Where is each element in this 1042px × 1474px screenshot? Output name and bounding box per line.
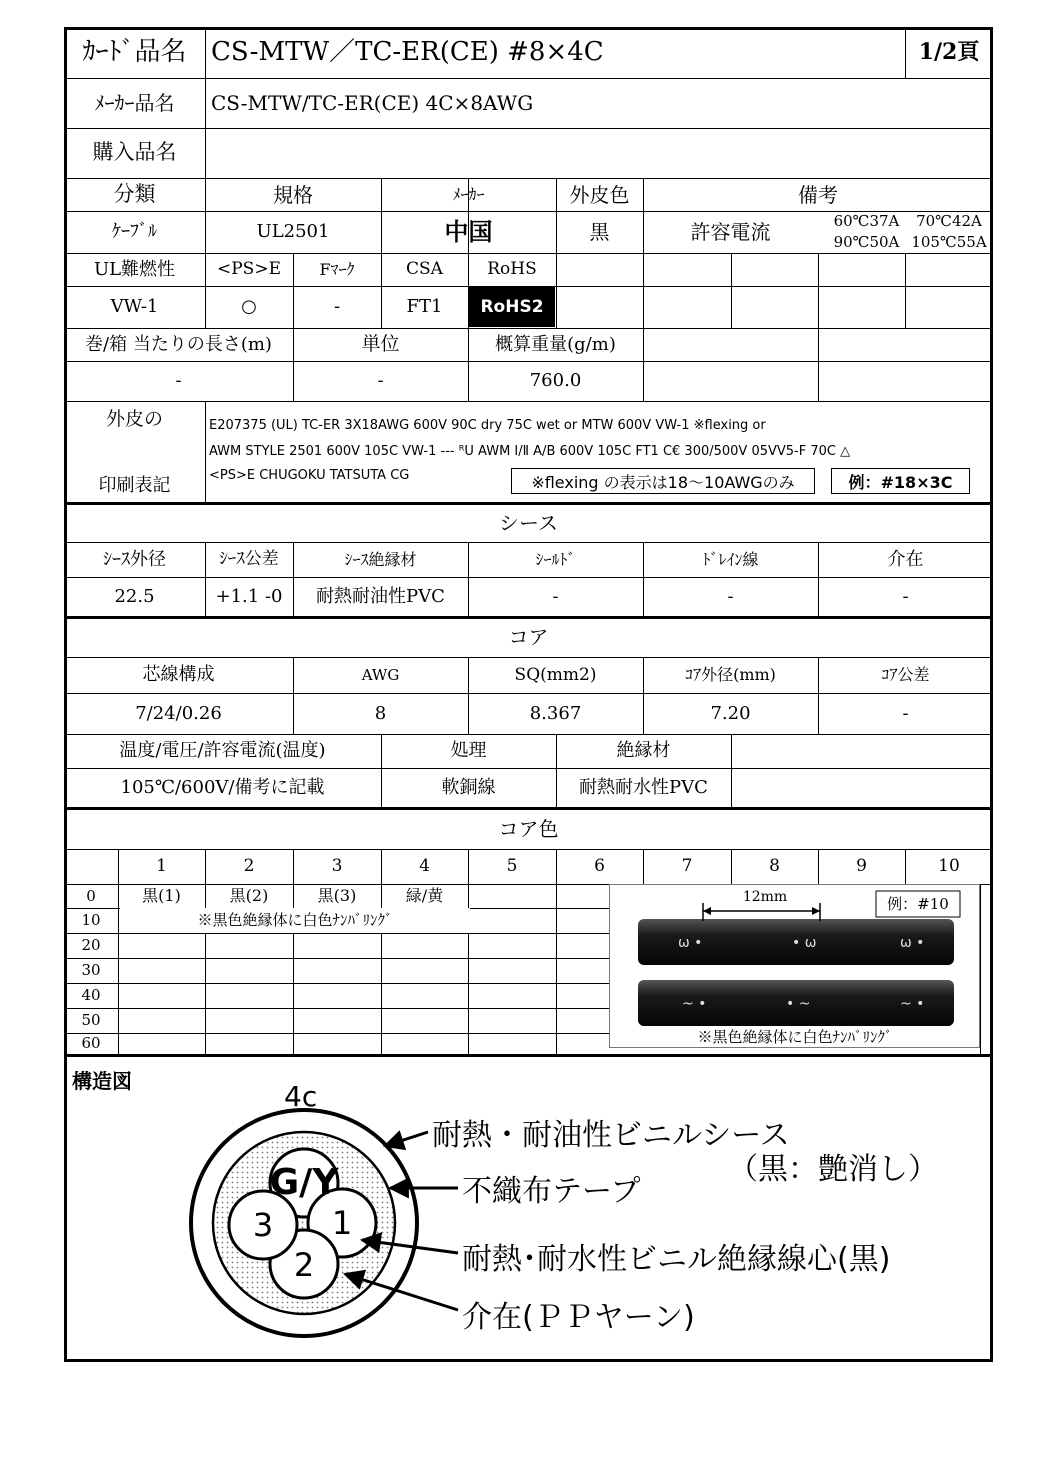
core-rating-value: 105℃/600V/備考に記載 <box>120 776 325 798</box>
label-sheath: 耐熱・耐油性ビニルシース <box>432 1118 790 1153</box>
flame-header-rohs: RoHS <box>487 259 537 280</box>
spec-remarks-label: 許容電流 <box>690 220 771 244</box>
label-sheath-sub: （黒：艶消し） <box>728 1152 938 1187</box>
length-weight-value: 760.0 <box>529 370 582 392</box>
flame-header-pse: <PS>E <box>217 259 281 280</box>
color-col-9: 9 <box>856 856 867 877</box>
sheath-od-value: 22.5 <box>114 585 155 607</box>
core-strand-value: 7/24/0.26 <box>135 702 222 724</box>
print-label-bottom: 印刷表記 <box>98 475 171 497</box>
current-90c: 90℃50A <box>833 233 900 252</box>
color-row-50: 50 <box>81 1011 101 1030</box>
purchase-name-label: 購入品名 <box>92 140 177 165</box>
color-col-6: 6 <box>594 856 605 877</box>
page-number: 1/2頁 <box>918 39 980 66</box>
core-od-value: 7.20 <box>710 702 751 724</box>
core-header-treatment: 処理 <box>450 740 487 762</box>
rohs-badge: RoHS2 <box>469 287 555 327</box>
core-sample-photo <box>609 884 980 1048</box>
current-105c: 105℃55A <box>911 233 987 252</box>
color-col-8: 8 <box>769 856 780 877</box>
spec-header-standard: 規格 <box>273 182 313 207</box>
spec-header-classification: 分類 <box>113 181 156 206</box>
core-color-3: 黒(3) <box>317 886 357 906</box>
color-row-0: 0 <box>86 886 96 905</box>
core-color-4: 緑/黄 <box>405 886 444 906</box>
maker-name-value: CS-MTW/TC-ER(CE) 4C×8AWG <box>211 91 534 115</box>
svg-text:ω •: ω • <box>678 935 703 951</box>
current-60c: 60℃37A <box>833 212 900 231</box>
sheath-header-filler: 介在 <box>887 548 924 570</box>
core-color-title: コア色 <box>498 816 559 841</box>
color-col-2: 2 <box>243 856 255 877</box>
sheath-drain-value: - <box>727 585 734 607</box>
flexing-note: ※flexing の表示は18～10AWGのみ <box>511 468 815 494</box>
length-header-unit: 単位 <box>361 333 400 356</box>
flame-ul-value: VW-1 <box>110 296 159 318</box>
current-70c: 70℃42A <box>916 212 982 231</box>
sheath-header-shield: ｼｰﾙﾄﾞ <box>535 549 576 569</box>
core-header-awg: AWG <box>361 665 400 684</box>
core-header-tolerance: ｺｱ公差 <box>881 665 930 685</box>
core-color-1: 黒(1) <box>142 886 181 906</box>
label-core-1: 1 <box>331 1204 353 1243</box>
color-col-4: 4 <box>419 856 430 877</box>
color-col-7: 7 <box>681 856 693 877</box>
sheath-header-insulation: ｼｰｽ絶縁材 <box>344 549 417 569</box>
sheath-header-tolerance: ｼｰｽ公差 <box>219 549 279 570</box>
spec-jacket-color: 黒 <box>589 220 610 244</box>
sheath-header-drain: ﾄﾞﾚｲﾝ線 <box>702 549 759 569</box>
sheath-title: シース <box>499 510 558 535</box>
photo-example: 例：#10 <box>887 894 949 913</box>
flame-csa-value: FT1 <box>406 296 443 318</box>
spec-header-maker: ﾒｰｶｰ <box>452 184 485 204</box>
sheath-shield-value: - <box>552 585 559 607</box>
spec-header-remarks: 備考 <box>798 182 838 207</box>
color-col-1: 1 <box>156 856 167 877</box>
color-row-40: 40 <box>81 986 101 1005</box>
flame-header-csa: CSA <box>406 259 443 280</box>
print-line-1: E207375 (UL) TC-ER 3X18AWG 600V 90C dry 75C wet or MTW 600V VW-1 ※flexing or <box>209 418 766 433</box>
label-core-3: 3 <box>252 1206 274 1245</box>
color-row-30: 30 <box>81 961 101 980</box>
color-col-3: 3 <box>331 856 343 877</box>
label-tape: 不織布テープ <box>462 1174 641 1209</box>
svg-text:ω •: ω • <box>900 935 925 951</box>
core-header-strand: 芯線構成 <box>142 664 215 686</box>
core-header-od: ｺｱ外径(mm) <box>685 665 776 685</box>
sheath-insulation-value: 耐熱耐油性PVC <box>316 585 445 607</box>
structure-title: 構造図 <box>72 1069 132 1093</box>
svg-text:• ω: • ω <box>792 935 817 951</box>
color-col-5: 5 <box>506 856 518 877</box>
label-filler: 介在(ＰＰヤーン) <box>462 1300 695 1335</box>
flame-fmark-value: - <box>333 296 341 318</box>
length-header-weight: 概算重量(g/m) <box>495 333 616 355</box>
print-line-2: AWM STYLE 2501 600V 105C VW-1 --- ᴿU AWM Ⅰ/Ⅱ A/B 600V 105C FT1 C€ 300/500V 05VV5-F 70C △ <box>209 444 851 459</box>
print-label-top: 外皮の <box>105 407 163 430</box>
core-header-sq: SQ(mm2) <box>514 664 597 685</box>
photo-caption: ※黒色絶縁体に白色ﾅﾝﾊﾞﾘﾝｸﾞ <box>697 1027 893 1046</box>
core-insulation-value: 耐熱耐水性PVC <box>579 776 708 798</box>
core-header-insulation: 絶縁材 <box>616 740 671 762</box>
sheath-header-od: ｼｰｽ外径 <box>103 548 166 570</box>
svg-text:• ~: • ~ <box>786 996 811 1012</box>
sheath-filler-value: - <box>902 585 909 607</box>
print-example: 例：#18×3C <box>831 468 970 494</box>
flame-header-fmark: Fﾏｰｸ <box>319 259 355 279</box>
core-tolerance-value: - <box>902 702 909 724</box>
numbering-note: ※黒色絶縁体に白色ﾅﾝﾊﾞﾘﾝｸﾞ <box>120 908 470 933</box>
card-name-value: CS-MTW／TC-ER(CE) #8×4C <box>211 37 604 68</box>
core-treatment-value: 軟銅線 <box>441 776 496 798</box>
color-row-10: 10 <box>81 911 101 930</box>
length-per-reel-value: - <box>175 370 182 392</box>
core-awg-value: 8 <box>374 702 387 724</box>
length-unit-value: - <box>377 370 384 392</box>
maker-name-label: ﾒｰｶｰ品名 <box>94 91 175 115</box>
flame-header-ul: UL難燃性 <box>93 258 176 280</box>
label-insulated-core: 耐熱･耐水性ビニル絶縁線心(黒) <box>462 1242 891 1277</box>
color-col-10: 10 <box>938 856 960 877</box>
svg-text:~ •: ~ • <box>900 996 925 1012</box>
length-header-per-reel: 巻/箱 当たりの長さ(m) <box>85 333 272 355</box>
label-gy: G/Y <box>269 1162 339 1204</box>
core-color-2: 黒(2) <box>229 886 269 906</box>
core-sq-value: 8.367 <box>529 702 582 724</box>
color-row-20: 20 <box>81 936 101 955</box>
spec-header-jacket-color: 外皮色 <box>569 182 630 207</box>
core-header-rating: 温度/電圧/許容電流(温度) <box>119 740 326 762</box>
core-title: コア <box>508 625 549 649</box>
label-core-2: 2 <box>293 1246 315 1285</box>
flame-pse-value: ○ <box>241 296 257 318</box>
spec-classification: ｹｰﾌﾞﾙ <box>112 221 157 243</box>
print-line-3: <PS>E CHUGOKU TATSUTA CG <box>209 468 410 483</box>
svg-text:~ •: ~ • <box>682 996 707 1012</box>
purchase-name-value <box>205 128 905 178</box>
structure-count: 4c <box>284 1080 318 1113</box>
spec-standard: UL2501 <box>256 221 330 243</box>
color-row-60: 60 <box>81 1034 101 1053</box>
spec-maker: 中国 <box>444 216 493 246</box>
sheath-tolerance-value: +1.1 -0 <box>215 585 283 607</box>
photo-dimension: 12mm <box>742 889 788 906</box>
card-name-label: ｶｰﾄﾞ品名 <box>82 37 187 68</box>
